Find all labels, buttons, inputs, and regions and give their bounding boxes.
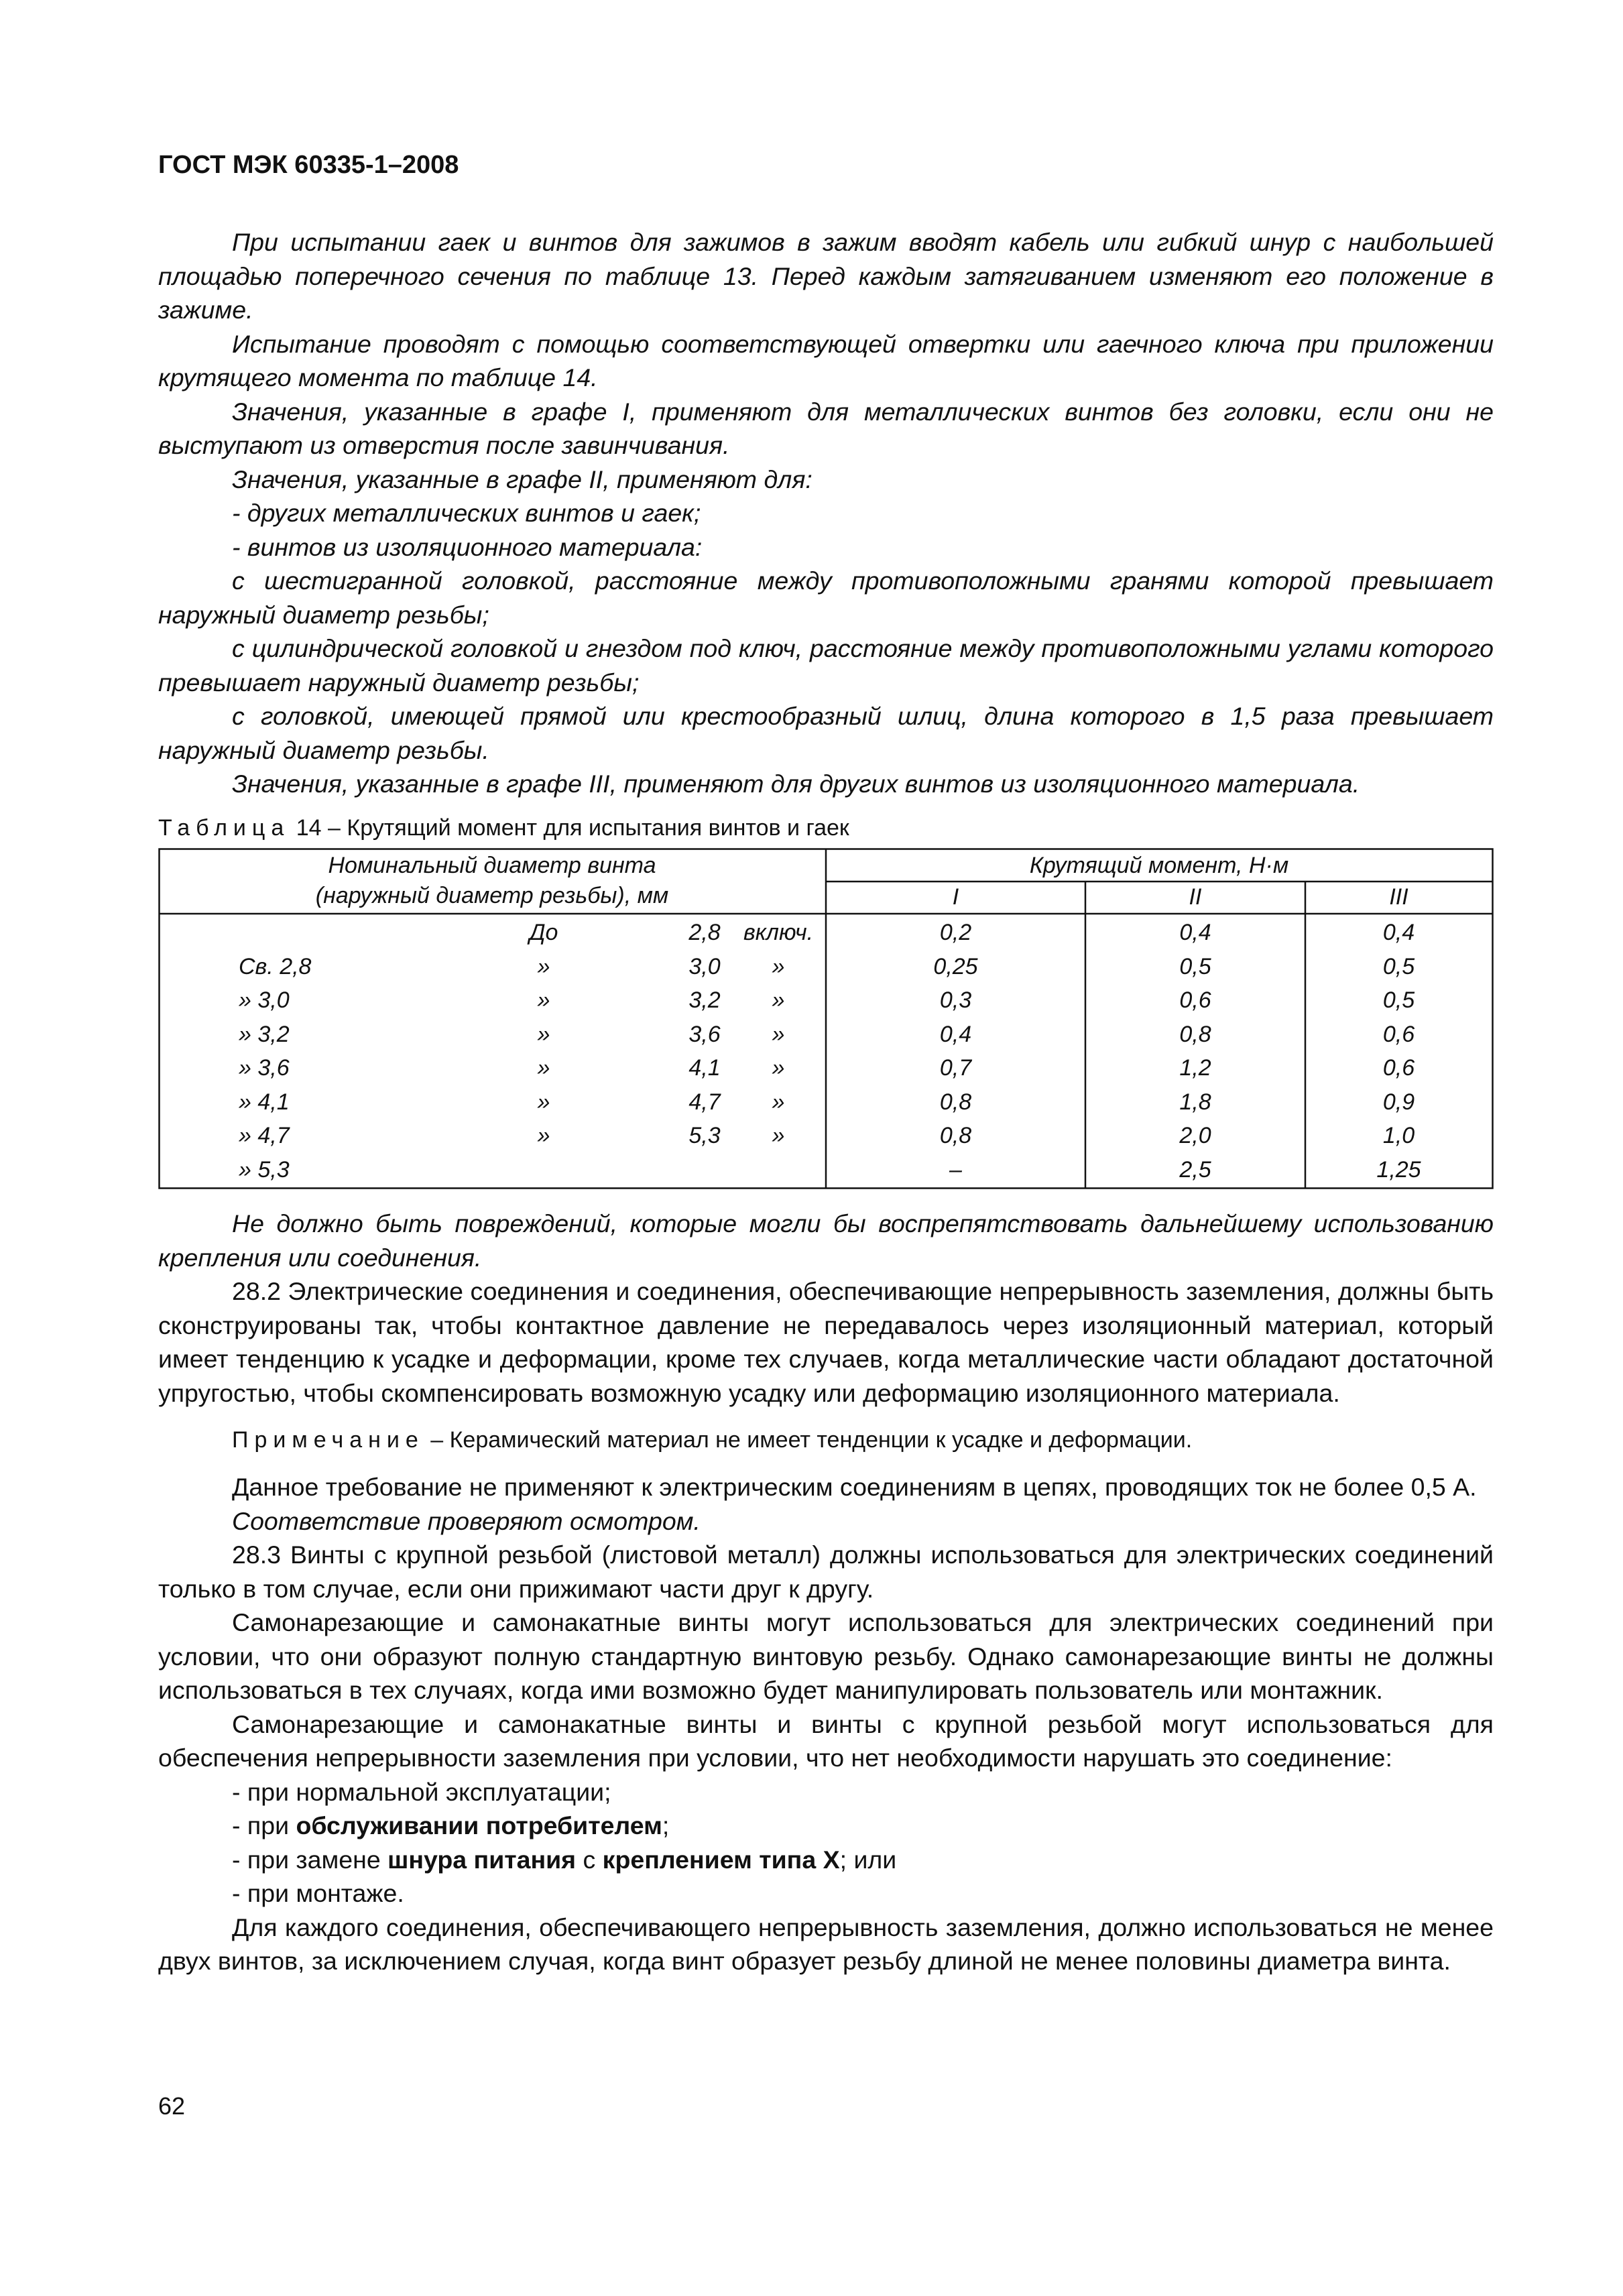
table-cell-diameter-suffix: »	[772, 953, 785, 979]
table-cell-torque-II: 0,6	[1179, 987, 1211, 1013]
torque-table	[158, 848, 1494, 1189]
table-cell-diameter-from: » 4,1	[239, 1089, 290, 1115]
table-caption	[158, 812, 849, 843]
list-item: - при нормальной эксплуатации;	[232, 1777, 611, 1806]
table-cell-torque-II: 0,4	[1179, 920, 1211, 945]
table-cell-torque-I: 0,25	[933, 953, 978, 979]
table-cell-diameter-to: 3,2	[688, 987, 721, 1013]
list-item-term: креплением типа Х	[602, 1845, 840, 1874]
table-cell-diameter-to: 4,1	[688, 1055, 721, 1081]
table-caption-label: Таблица	[158, 815, 290, 841]
top-text	[158, 225, 1494, 801]
table-cell-torque-I: 0,8	[939, 1123, 972, 1148]
table-cell-torque-I: 0,4	[939, 1021, 972, 1047]
paragraph: с шестигранной головкой, расстояние между противоположными гранями которой превышает наружный диаметр резьбы;	[158, 566, 1494, 629]
paragraph: Самонарезающие и самонакатные винты могут использоваться для электрических соединений при условии, что они образуют полную стандартную винтовую резьбу. Однако самонарезающие винты не должны использоваться в тех случаях, когда ими возможно будет манипулировать пользователь или монтажник.	[158, 1608, 1494, 1704]
table-cell-diameter-mid: »	[537, 1055, 550, 1081]
table-cell-diameter-suffix: »	[772, 987, 785, 1013]
paragraph: Значения, указанные в графе II, применяют для:	[232, 465, 813, 493]
paragraph-28-3: 28.3 Винты с крупной резьбой (листовой металл) должны использоваться для электрических соединений только в том случае, если они прижимают части друг к другу.	[158, 1540, 1494, 1603]
table-cell-torque-II: 1,8	[1179, 1089, 1211, 1115]
paragraph: Самонарезающие и самонакатные винты и винты с крупной резьбой могут использоваться для обеспечения непрерывности заземления при условии, что нет необходимости нарушать это соединение:	[158, 1709, 1494, 1772]
table-cell-diameter-from: Св. 2,8	[239, 953, 312, 979]
table-cell-diameter-from: » 3,0	[239, 987, 290, 1013]
table-cell-torque-III: 0,6	[1382, 1021, 1415, 1047]
header-diameter-line2: (наружный диаметр резьбы), мм	[315, 883, 669, 908]
list-item-term: шнура питания	[387, 1845, 577, 1874]
table-cell-diameter-to: 2,8	[688, 920, 721, 945]
table-cell-diameter-from: » 4,7	[239, 1123, 290, 1148]
table-cell-torque-II: 2,5	[1179, 1156, 1211, 1183]
paragraph-28-2: 28.2 Электрические соединения и соединения, обеспечивающие непрерывность заземления, должны быть сконструированы так, чтобы контактное давление не передавалось через изоляционный материал, который имеет тенденцию к усадке и деформации, кроме тех случаев, когда металлические части обладают достаточной упругостью, чтобы скомпенсировать возможную усадку или деформацию изоляционного материала.	[158, 1277, 1494, 1407]
document-header: ГОСТ МЭК 60335-1–2008	[158, 151, 459, 179]
note-text: – Керамический материал не имеет тенденции к усадке и деформации.	[424, 1427, 1193, 1453]
paragraph: Соответствие проверяют осмотром.	[232, 1506, 701, 1535]
bottom-text	[158, 1207, 1494, 1978]
header-torque: Крутящий момент, Н·м	[1029, 853, 1289, 878]
paragraph: с головкой, имеющей прямой или крестообразный шлиц, длина которого в 1,5 раза превышает наружный диаметр резьбы.	[158, 702, 1494, 764]
table-cell-torque-III: 0,5	[1382, 987, 1415, 1013]
table-cell-diameter-mid: »	[537, 987, 550, 1013]
list-item	[158, 1809, 1494, 1843]
list-item	[158, 1843, 1494, 1877]
table-cell-diameter-suffix: включ.	[743, 920, 814, 945]
paragraph: Для каждого соединения, обеспечивающего непрерывность заземления, должно использоваться не менее двух винтов, за исключением случая, когда винт образует резьбу длиной не менее половины диаметра винта.	[158, 1913, 1494, 1975]
paragraph: Испытание проводят с помощью соответствующей отвертки или гаечного ключа при приложении крутящего момента по таблице 14.	[158, 329, 1494, 391]
table-cell-diameter-suffix: »	[772, 1021, 785, 1047]
table-cell-torque-III: 1,25	[1376, 1156, 1421, 1183]
table-cell-torque-I: 0,7	[939, 1055, 972, 1081]
table-cell-diameter-to: 5,3	[688, 1123, 721, 1148]
table-cell-diameter-from: » 3,6	[239, 1055, 290, 1081]
table-cell-torque-I: 0,3	[939, 987, 972, 1013]
table-cell-diameter-from: » 3,2	[239, 1021, 290, 1047]
table-cell-torque-III: 1,0	[1382, 1123, 1415, 1148]
table-cell-torque-I: 0,2	[939, 920, 972, 945]
table-cell-diameter-mid: »	[537, 1021, 550, 1047]
table-cell-diameter-mid: »	[537, 1089, 550, 1115]
paragraph: Значения, указанные в графе III, применяют для других винтов из изоляционного материала.	[232, 770, 1360, 798]
table-cell-torque-III: 0,4	[1382, 920, 1415, 945]
table-cell-torque-II: 0,8	[1179, 1021, 1211, 1047]
header-col-III: III	[1389, 884, 1408, 910]
table-cell-torque-I: 0,8	[939, 1089, 972, 1115]
list-item-term: обслуживании потребителем	[296, 1811, 662, 1839]
list-item: - винтов из изоляционного материала:	[232, 532, 703, 561]
table-cell-diameter-mid: »	[537, 1123, 550, 1148]
table-cell-torque-III: 0,5	[1382, 953, 1415, 979]
list-item: - других металлических винтов и гаек;	[232, 499, 701, 527]
table-cell-diameter-to: 3,6	[688, 1021, 721, 1047]
list-item-text: ; или	[839, 1845, 897, 1874]
table-cell-torque-II: 1,2	[1179, 1055, 1211, 1081]
table-cell-diameter-mid: »	[537, 953, 550, 979]
table-cell-diameter-suffix: »	[772, 1123, 785, 1148]
list-item-text: ;	[662, 1811, 670, 1839]
paragraph: При испытании гаек и винтов для зажимов в зажим вводят кабель или гибкий шнур с наибольшей площадью поперечного сечения по таблице 13. Перед каждым затягиванием изменяют его положение в зажиме.	[158, 228, 1494, 324]
table-caption-text: 14 – Крутящий момент для испытания винтов и гаек	[296, 815, 849, 841]
table-cell-torque-III: 0,6	[1382, 1055, 1415, 1081]
note-label: Примечание	[232, 1427, 424, 1453]
list-item-text: - при замене	[232, 1845, 388, 1874]
table-cell-torque-III: 0,9	[1382, 1089, 1415, 1115]
header-col-II: II	[1189, 884, 1202, 910]
table-cell-diameter-from: » 5,3	[239, 1156, 290, 1183]
table-cell-diameter-suffix: »	[772, 1089, 785, 1115]
table-cell-diameter-suffix: »	[772, 1055, 785, 1081]
note	[158, 1425, 1494, 1455]
list-item: - при монтаже.	[232, 1879, 404, 1907]
paragraph: с цилиндрической головкой и гнездом под ключ, расстояние между противоположными углами которого превышает наружный диаметр резьбы;	[158, 634, 1494, 697]
paragraph: Данное требование не применяют к электрическим соединениям в цепях, проводящих ток не более 0,5 А.	[232, 1473, 1477, 1501]
table-cell-diameter-to: 4,7	[688, 1089, 721, 1115]
list-item-text: с	[576, 1845, 603, 1874]
table-cell-torque-II: 0,5	[1179, 953, 1211, 979]
table-cell-diameter-to: 3,0	[688, 953, 721, 979]
paragraph: Не должно быть повреждений, которые могли бы воспрепятствовать дальнейшему использованию крепления или соединения.	[158, 1209, 1494, 1272]
header-diameter-line1: Номинальный диаметр винта	[328, 853, 656, 878]
page-number: 62	[158, 2092, 186, 2120]
table-cell-torque-I: –	[949, 1156, 962, 1183]
table-cell-torque-II: 2,0	[1179, 1123, 1211, 1148]
paragraph: Значения, указанные в графе I, применяют для металлических винтов без головки, если они не выступают из отверстия после завинчивания.	[158, 397, 1494, 459]
list-item-text: - при	[232, 1811, 296, 1839]
table-cell-diameter-mid: До	[529, 920, 558, 945]
header-col-I: I	[952, 884, 959, 910]
